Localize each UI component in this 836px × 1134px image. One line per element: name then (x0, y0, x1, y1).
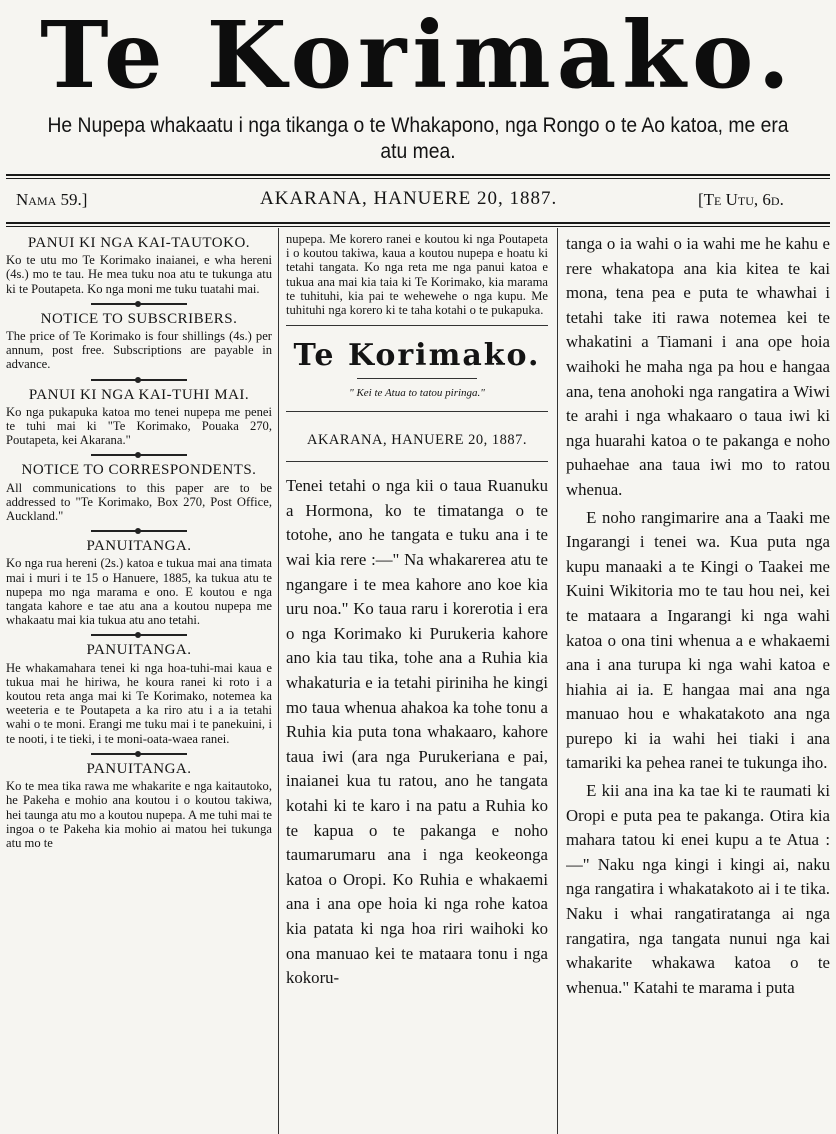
editorial-paragraph: E kii ana ina ka tae ki te raumati ki Oropi e puta pea te pakanga. Otira kia mahara tatou ki enei kupu a te Atua :—" Naku nga kingi i kingi ai, naku nga rangatira i whakatakoto ai i te tika. Naku i whai rangatiratanga ai nga rangatira, nga tangata nunui nga kai whakarite whakawa katoa o te whenua." Katahi te marama i puta (566, 781, 830, 997)
notice-text: Ko te mea tika rawa me whakarite e nga kaitautoko, he Pakeha e mohio ana koutou i o koutou takiwa, hei taunga atu mo a koutou nupepa. A me tuhi mai te ingoa o te Pakeha kia mohio ai matou hei tukunga atu mo te (6, 779, 272, 850)
editorial-date: AKARANA, HANUERE 20, 1887. (306, 432, 528, 449)
header-rule-bottom-thin (6, 226, 830, 227)
issue-number: Nama 59.] (16, 190, 88, 209)
column-divider-2 (557, 228, 558, 1134)
column-editorial-continued (566, 232, 830, 1000)
separator-ornament (91, 530, 187, 532)
notice-text: All communications to this paper are to be addressed to "Te Korimako, Box 270, Post Office, Auckland." (6, 480, 272, 524)
notice-heading: PANUITANGA. (86, 538, 192, 555)
notice-text: Ko nga rua hereni (2s.) katoa e tukua mai ana timata mai i muri i te 15 o Hanuere, 1885, ka tukua atu te nupepa mo nga marama e ono. E koutou e nga tangata kahore e tae atu ana a koutou nupepa me whakaatu mai kia tukua atu ano tetahi. (6, 556, 272, 628)
separator-ornament (91, 753, 187, 755)
notice-heading: PANUI KI NGA KAI-TUHI MAI. (28, 386, 250, 403)
separator-ornament (91, 379, 187, 381)
masthead-tagline: He Nupepa whakaatu i nga tikanga o te Whakapono, nga Rongo o te Ao katoa, me era atu mea. (47, 114, 789, 163)
motto-rule (357, 378, 477, 379)
dateline (0, 186, 836, 216)
notice-text: He whakamahara tenei ki nga hoa-tuhi-mai kaua e tukua mai he hiriwa, he koura ranei ki roto i a koutou reta anga mai ki Te Korimako, notemea ka weeteria e te Poutapeta a ka riro atu i a ia tetahi wahi o te moni. Erangi me tuku mai i te panekuini, i te nooti, i te tieki, i te moni-oata-waea ranei. (6, 660, 272, 746)
notice-text: Ko te utu mo Te Korimako inaianei, e wha hereni (4s.) mo te tau. He mea tuku noa atu te tukunga atu ki te Poutapeta. Ko nga moni me tuku tuatahi mai. (6, 253, 272, 296)
issue-date: AKARANA, HANUERE 20, 1887. (260, 188, 558, 209)
editorial-motto: " Kei te Atua to tatou piringa." (349, 387, 485, 400)
section-rule (286, 325, 548, 326)
header-rule-top (6, 174, 830, 176)
masthead-title: Te Korimako. (40, 1, 796, 109)
separator-ornament (91, 454, 187, 456)
column-notices (6, 232, 272, 850)
editorial-masthead: Te Korimako. (293, 338, 541, 374)
editorial-paragraph: E noho rangimarire ana a Taaki me Ingarangi i tenei wa. Kua puta nga kupu manaaki a te Kingi o Taakei me Kuini Wikitoria mo te tau hou nei, kei te mataara a Ingarangi ki nga wahi katoa o ona tini whenua a e whakaemi ana i ana turupa ki nga wahi katoa e hiahia ai ia. E hangaa mai ana nga manuao hou e whakatakoto ana nga purepo ki ia wahi hei tiaki i ana tamariki ka pehea ranei te tukunga iho. (566, 507, 830, 773)
notice-heading: NOTICE TO CORRESPONDENTS. (21, 462, 257, 479)
issue-price: [Te Utu, 6d. (698, 190, 784, 209)
notice-heading: PANUI KI NGA KAI-TAUTOKO. (27, 235, 251, 251)
notice-text: The price of Te Korimako is four shillings (4s.) per annum, post free. Subscriptions are payable in advance. (6, 329, 272, 372)
column-divider-1 (278, 228, 279, 1134)
notice-heading: PANUITANGA. (86, 642, 192, 659)
header-rule-top-thin (6, 178, 830, 179)
section-rule (286, 411, 548, 412)
notice-text: Ko nga pukapuka katoa mo tenei nupepa me penei te tuhi mai ki "Te Korimako, Pouaka 270, Poutapeta, kei Akarana." (6, 404, 272, 448)
separator-ornament (91, 634, 187, 636)
editorial-paragraph: tanga o ia wahi o ia wahi me he kahu e rere whakatopa ana kia kitea te kai mona, tena pea e puta te whawhai i tetahi take iti rawa notemea kei te whakatini a Tiamani i ana ope hoia waihoki he maha nga pa hou e hangaa ana, tena anohoki nga rangatira a Wiwi te arahi i nga whakaaro o taua iwi ki nga huarahi katoa o te pakanga e noho puhaehae ana taua iwi mo to ratou whenua. (566, 234, 830, 499)
notice-continuation: nupepa. Me korero ranei e koutou ki nga Poutapeta i o koutou takiwa, kaua a koutou nupepa e hoatu ki tetahi tangata. Ko nga reta me nga panui katoa e tukua ana mai kia taia ki Te Korimako, kia marama te tuhituhi, kia pai te wehewehe o nga kupu. Me tuhituhi nga korero ki te taha kotahi o te pukapuka. (286, 232, 548, 318)
notice-heading: NOTICE TO SUBSCRIBERS. (40, 310, 238, 327)
notice-heading: PANUITANGA. (86, 760, 192, 777)
separator-ornament (91, 303, 187, 305)
header-rule-bottom (6, 222, 830, 224)
editorial-body: Tenei tetahi o nga kii o taua Ruanuku a Hormona, ko te timatanga o te totohe, ano he tangata e tuku ana i te wai kia rere :—" Na whakarerea atu te ngangare i te mea kahore ano koe kia uru noa." Ko taua raru i korerotia i era o nga Korimako ki Purukeria kahore ano kia tau tika, tohe ana a Ruhia kia whakaturia e ia tetahi piriniha he kingi mo taua whenua ahakoa ka tohe tonu a Ruhia kia puta tona whakaaro, kahore taua iwi (ara nga Purukeriana e pai, inaianei kua tu ratou, ano he tangata kotahi ki te karo i na patu a Ruhia ko te kapua o te pakanga e noho taumarumaru ana i nga keokeonga katoa o Oropi. Ko Ruhia e whakaemi ana i ana ope hoia ki nga rohe katoa kia patata ki nga hoa riri waihoki ko ona manuao kei te mataara tonu i nga kokoru- (286, 476, 548, 988)
column-editorial (286, 232, 548, 991)
section-rule (286, 461, 548, 462)
